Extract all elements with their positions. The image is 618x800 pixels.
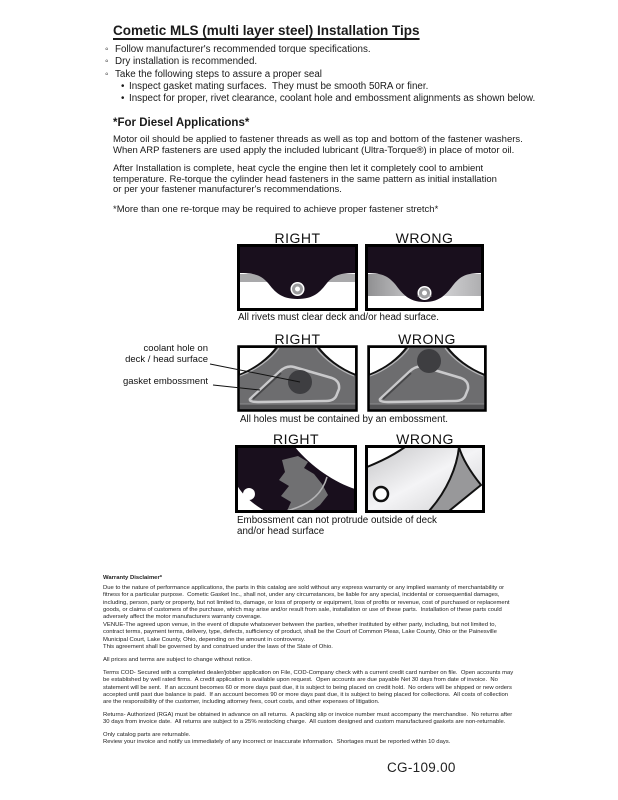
- right-label: RIGHT: [274, 331, 321, 347]
- tips-bullet-list: [107, 44, 547, 105]
- prices-note: All prices and terms are subject to change without notice.: [103, 657, 252, 663]
- right-label: RIGHT: [274, 230, 321, 246]
- callout-coolant-hole: coolant hole on deck / head surface: [125, 343, 208, 365]
- callout-gasket-embossment: gasket embossment: [122, 376, 208, 387]
- diagram-embossment-wrong: [365, 445, 485, 513]
- diagram-embossment-right: [235, 445, 357, 513]
- diagram-coolant-right: [237, 345, 358, 412]
- diesel-paragraph-2: After Installation is complete, heat cycle the engine then let it completely cool to ambient temperature. Re-torque the cylinder head fasteners in the same pattern as initial installation or per your fastener manufacturer's recommendations.: [113, 163, 497, 196]
- diagram-rivet-wrong: [365, 244, 484, 311]
- figure-caption-holes: All holes must be contained by an embossment.: [240, 414, 449, 425]
- figure-caption-rivets: All rivets must clear deck and/or head surface.: [238, 312, 439, 323]
- retorque-note: *More than one re-torque may be required to achieve proper fastener stretch*: [113, 204, 439, 215]
- diagram-coolant-wrong: [367, 345, 487, 412]
- wrong-label: WRONG: [395, 230, 454, 246]
- wrong-label: WRONG: [396, 431, 454, 447]
- bullet-item: ◦ Follow manufacturer's recommended torque specifications.: [107, 44, 547, 56]
- right-label: RIGHT: [272, 431, 320, 447]
- diagram-rivet-right: [237, 244, 358, 311]
- bullet-item: ◦ Take the following steps to assure a proper seal: [107, 69, 547, 81]
- page-number: CG-109.00: [387, 760, 456, 775]
- warranty-heading: Warranty Disclaimer*: [103, 575, 163, 581]
- wrong-label: WRONG: [398, 331, 456, 347]
- catalog-returns-note: Only catalog parts are returnable. Review your invoice and notify us immediately of any incorrect or inaccurate information. Shortages must be reported within 10 days.: [103, 732, 451, 746]
- venue-paragraph: VENUE-The agreed upon venue, in the event of dispute whatsoever between the parties, whether instituted by either party, including, but not limited to, contract terms, payment terms, delivery, type, defects, sufficiency of product, shall be the Court of Common Pleas, Lake County, Ohio or the Painesville Municipal Court, Lake County, Ohio, depending on the amount in controversy. This agreement shall be governed by and construed under the laws of the State of Ohio.: [103, 622, 497, 651]
- sub-bullet-item: • Inspect gasket mating surfaces. They must be smooth 50RA or finer.: [121, 81, 547, 93]
- figure-caption-embossment: Embossment can not protrude outside of deck and/or head surface: [237, 515, 437, 537]
- returns-paragraph: Returns- Authorized (RGA) must be obtained in advance on all returns. A packing slip or invoice number must accompany the merchandise. No returns after 30 days from invoice date. All returns are subject to a 25% restocking charge. All custom designed and custom manufactured gaskets are non-returnable.: [103, 712, 513, 726]
- sub-bullet-item: • Inspect for proper, rivet clearance, coolant hole and embossment alignments as shown below.: [121, 93, 547, 105]
- diesel-paragraph-1: Motor oil should be applied to fastener threads as well as top and bottom of the fastener washers. When ARP fasteners are used apply the included lubricant (Ultra-Torque®) in place of motor oil.: [113, 134, 523, 156]
- warranty-paragraph: Due to the nature of performance applications, the parts in this catalog are sold without any express warranty or any implied warranty of merchantability or fitness for a particular purpose. Cometic Gasket Inc., shall not, under any circumstances, be liable for any special, incidental or consequential damages, including, person, party or property, but not limited to, damage, or loss of property or equipment, loss of profits or revenue, cost of purchased or replacement goods, or claims of customers of the purchase, which may arise and/or result from sale, installation or use of these parts. Installation of these parts could adversely affect the motor manufacturers warranty coverage.: [103, 585, 510, 621]
- terms-paragraph: Terms COD- Secured with a completed dealer/jobber application on File, COD-Company check with a current credit card number on file. Open accounts may be established by well rated firms. A credit application is available upon request. Open accounts are due payable Net 30 days from date of invoice. No statement will be sent. If an account becomes 60 or more days past due, it is subject to being placed on credit hold. No orders will be shipped or new orders accepted until past due balance is paid. If an account becomes 90 or more days past due, it is subject to being placed for collections. All costs of collection are the responsibility of the customer, including attorney fees, court costs, and other expenses of litigation.: [103, 670, 514, 706]
- bullet-item: ◦ Dry installation is recommended.: [107, 56, 547, 68]
- diesel-section-heading: *For Diesel Applications*: [113, 117, 250, 129]
- page-title: Cometic MLS (multi layer steel) Installation Tips: [113, 23, 420, 38]
